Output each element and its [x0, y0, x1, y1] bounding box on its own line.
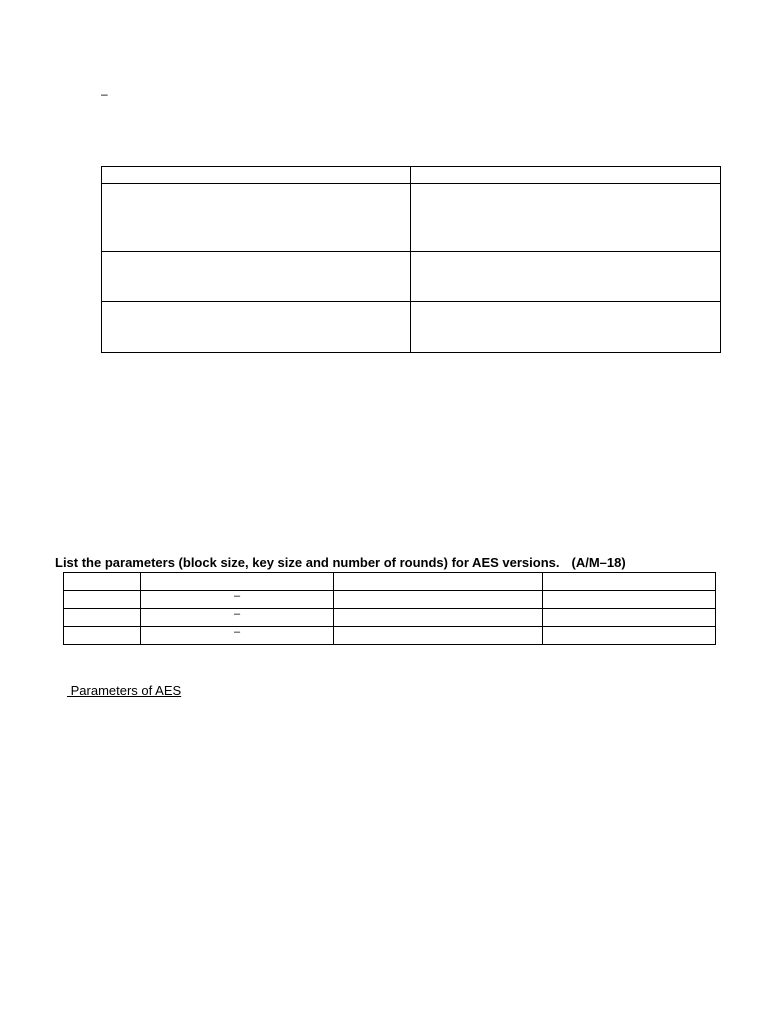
- table-cell: [334, 609, 543, 627]
- table-cell: –: [141, 627, 334, 645]
- table-cell: [334, 573, 543, 591]
- table-row: [64, 573, 716, 591]
- table-cell: [102, 252, 411, 302]
- table-cell: [411, 167, 721, 184]
- table-row: [64, 591, 716, 609]
- table-row: [102, 167, 721, 184]
- table-cell: [64, 591, 141, 609]
- aes-parameters-table: [63, 572, 716, 645]
- table-row: [64, 609, 716, 627]
- question-text: List the parameters (block size, key size and number of rounds) for AES versions.: [55, 555, 560, 570]
- table-cell: [543, 591, 716, 609]
- table-cell: [543, 609, 716, 627]
- table-cell: [102, 167, 411, 184]
- table-cell: [543, 573, 716, 591]
- table-cell: [411, 184, 721, 252]
- dash-mark: –: [101, 87, 108, 101]
- table-cell: [543, 627, 716, 645]
- table-cell: –: [141, 591, 334, 609]
- table-cell: [411, 252, 721, 302]
- table-cell: [102, 302, 411, 353]
- table-row: [102, 184, 721, 252]
- table-caption: Parameters of AES: [67, 683, 182, 698]
- question-reference: (A/M–18): [571, 555, 626, 570]
- table-cell: [334, 591, 543, 609]
- table-cell: [141, 573, 334, 591]
- table-cell: [334, 627, 543, 645]
- table-row: [102, 252, 721, 302]
- table-row: [64, 627, 716, 645]
- question-heading: [55, 555, 626, 570]
- table-cell: [64, 627, 141, 645]
- table-cell: [411, 302, 721, 353]
- table-cell: [64, 609, 141, 627]
- table-cell: [102, 184, 411, 252]
- comparison-table: [101, 166, 721, 353]
- table-cell: –: [141, 609, 334, 627]
- table-cell: [64, 573, 141, 591]
- table-row: [102, 302, 721, 353]
